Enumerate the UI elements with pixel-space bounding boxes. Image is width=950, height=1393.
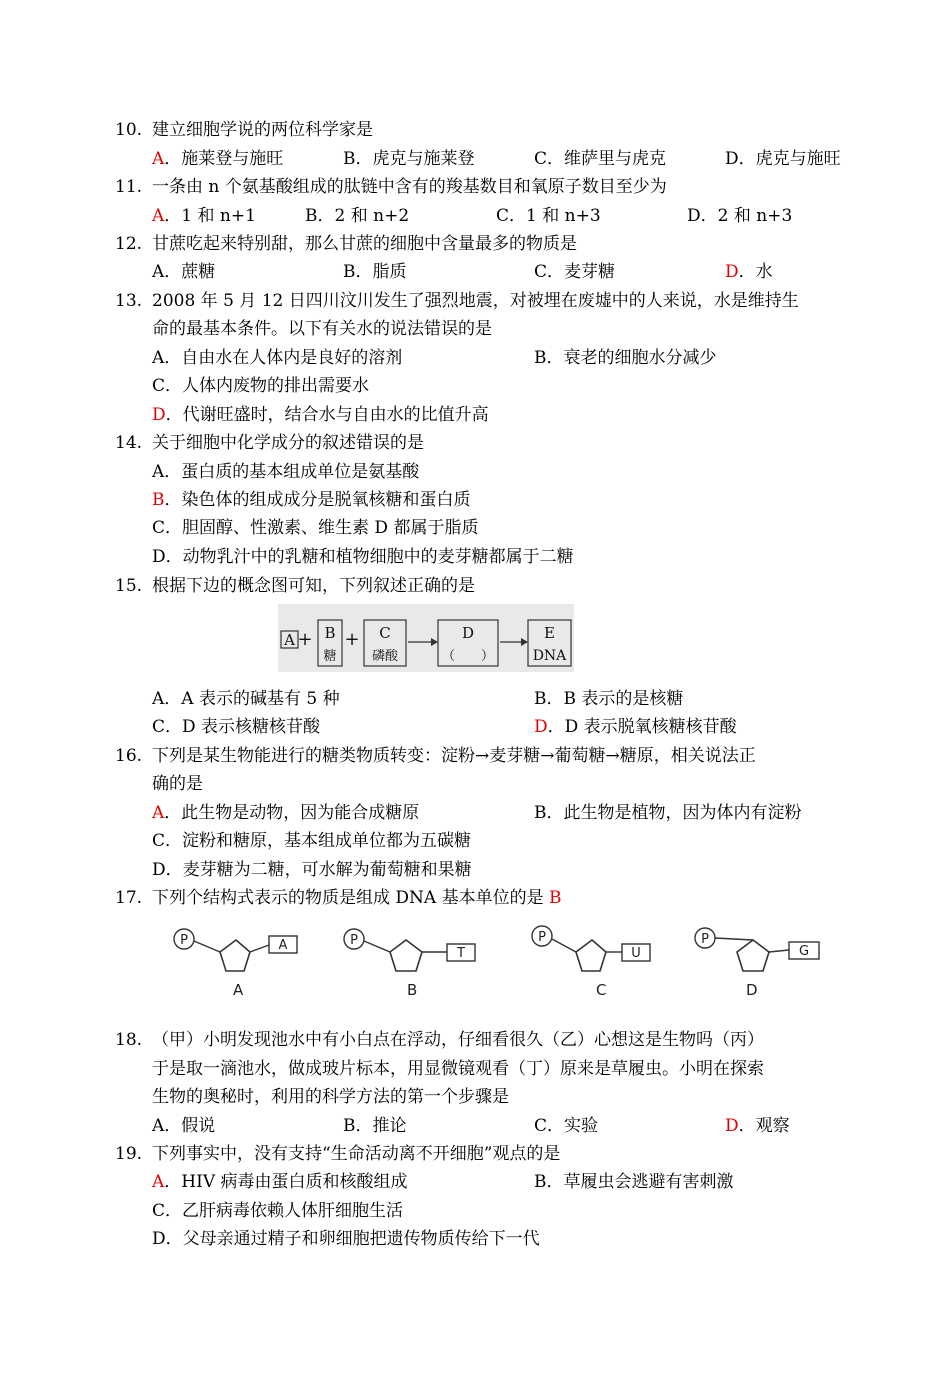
option-b: B．衰老的细胞水分减少	[534, 348, 717, 368]
option-b: B．虎克与施莱登	[343, 149, 475, 169]
base-label: T	[457, 946, 465, 961]
option-a: A．自由水在人体内是良好的溶剂	[152, 348, 403, 368]
option-c: C．1 和 n+3	[496, 206, 601, 226]
phosphate-label: P	[701, 932, 709, 947]
arrow-icon	[521, 638, 528, 646]
question-number: 14.	[115, 433, 143, 453]
structure-b	[342, 922, 477, 983]
option-c: C．D 表示核糖核苷酸	[152, 717, 321, 737]
plus-sign: +	[344, 629, 360, 650]
diagram-label-dna: DNA	[532, 648, 567, 664]
question-stem: 根据下边的概念图可知，下列叙述正确的是	[152, 576, 475, 596]
question-stem: 2008 年 5 月 12 日四川汶川发生了强烈地震，对被埋在废墟中的人来说，水是维持生	[152, 291, 799, 311]
option-a: A．假说	[152, 1116, 216, 1136]
option-d: D．水	[725, 262, 773, 282]
option-a: A．蔗糖	[152, 262, 216, 282]
structure-label: C	[596, 981, 607, 999]
question-stem: 甘蔗吃起来特别甜，那么甘蔗的细胞中含量最多的物质是	[152, 234, 577, 254]
question-number: 13.	[115, 291, 143, 311]
pentose-ring	[576, 940, 606, 971]
option-b: B．推论	[343, 1116, 407, 1136]
diagram-label-a: A	[284, 631, 295, 649]
pentose-ring	[220, 940, 250, 971]
question-number: 15.	[115, 576, 143, 596]
plus-sign: +	[297, 629, 313, 650]
option-b: B．B 表示的是核糖	[534, 689, 684, 709]
phosphate-label: P	[538, 930, 546, 945]
structure-label: D	[746, 981, 758, 999]
diagram-label-c: C	[379, 624, 391, 642]
structure-d	[693, 922, 828, 983]
question-stem: 建立细胞学说的两位科学家是	[152, 120, 373, 140]
option-d: D．虎克与施旺	[725, 149, 841, 169]
option-a: A．1 和 n+1	[152, 206, 256, 226]
phosphate-label: P	[350, 933, 358, 948]
structure-label: A	[233, 981, 244, 999]
base-label: A	[278, 938, 288, 953]
option-c: C．麦芽糖	[534, 262, 616, 282]
diagram-label-d: D	[461, 624, 475, 642]
option-a: A．A 表示的碱基有 5 种	[152, 689, 340, 709]
structure-a	[172, 922, 302, 983]
option-d: D．D 表示脱氧核糖核苷酸	[534, 717, 737, 737]
question-number: 10.	[115, 120, 143, 140]
option-a: A．此生物是动物，因为能合成糖原	[152, 803, 420, 823]
question-stem: 下列是某生物能进行的糖类物质转变：淀粉→麦芽糖→葡萄糖→糖原，相关说法正	[152, 746, 756, 766]
structure-label: B	[407, 981, 418, 999]
diagram-label-e: E	[544, 624, 555, 642]
option-d: D．观察	[725, 1116, 790, 1136]
diagram-label-blank: （ ）	[441, 649, 495, 664]
option-b: B．2 和 n+2	[305, 206, 410, 226]
option-c: C．实验	[534, 1116, 599, 1136]
pentose-ring	[390, 940, 422, 971]
question-stem: 下列个结构式表示的物质是组成 DNA 基本单位的是 B	[152, 888, 562, 908]
option-d: D．2 和 n+3	[687, 206, 793, 226]
question-number: 19.	[115, 1144, 143, 1164]
option-b: B．脂质	[343, 262, 407, 282]
arrow-icon	[431, 638, 438, 646]
pentose-ring	[737, 940, 769, 971]
phosphate-label: P	[180, 933, 188, 948]
diagram-label-sugar: 糖	[323, 649, 337, 664]
base-label: U	[631, 946, 641, 961]
question-stem: 关于细胞中化学成分的叙述错误的是	[152, 433, 424, 453]
question-stem: 下列事实中，没有支持“生命活动离不开细胞”观点的是	[152, 1144, 561, 1164]
structure-c	[530, 922, 660, 983]
option-c: C．维萨里与虎克	[534, 149, 667, 169]
diagram-label-b: B	[324, 624, 336, 642]
option-a: A．HIV 病毒由蛋白质和核酸组成	[152, 1172, 408, 1192]
base-label: G	[798, 944, 810, 959]
option-a: A．施莱登与施旺	[152, 149, 284, 169]
concept-diagram	[278, 604, 574, 672]
question-stem: 一条由 n 个氨基酸组成的肽链中含有的羧基数目和氧原子数目至少为	[152, 177, 667, 197]
diagram-label-phosphate: 磷酸	[371, 649, 399, 664]
question-stem: （甲）小明发现池水中有小白点在浮动，仔细看很久（乙）心想这是生物吗（丙）	[152, 1030, 764, 1050]
question-number: 17.	[115, 888, 143, 908]
option-b: B．草履虫会逃避有害刺激	[534, 1172, 734, 1192]
question-number: 12.	[115, 234, 143, 254]
question-number: 16.	[115, 746, 143, 766]
option-b: B．此生物是植物，因为体内有淀粉	[534, 803, 802, 823]
question-number: 11.	[115, 177, 143, 197]
question-number: 18.	[115, 1030, 143, 1050]
answer-mark: B	[549, 888, 562, 908]
